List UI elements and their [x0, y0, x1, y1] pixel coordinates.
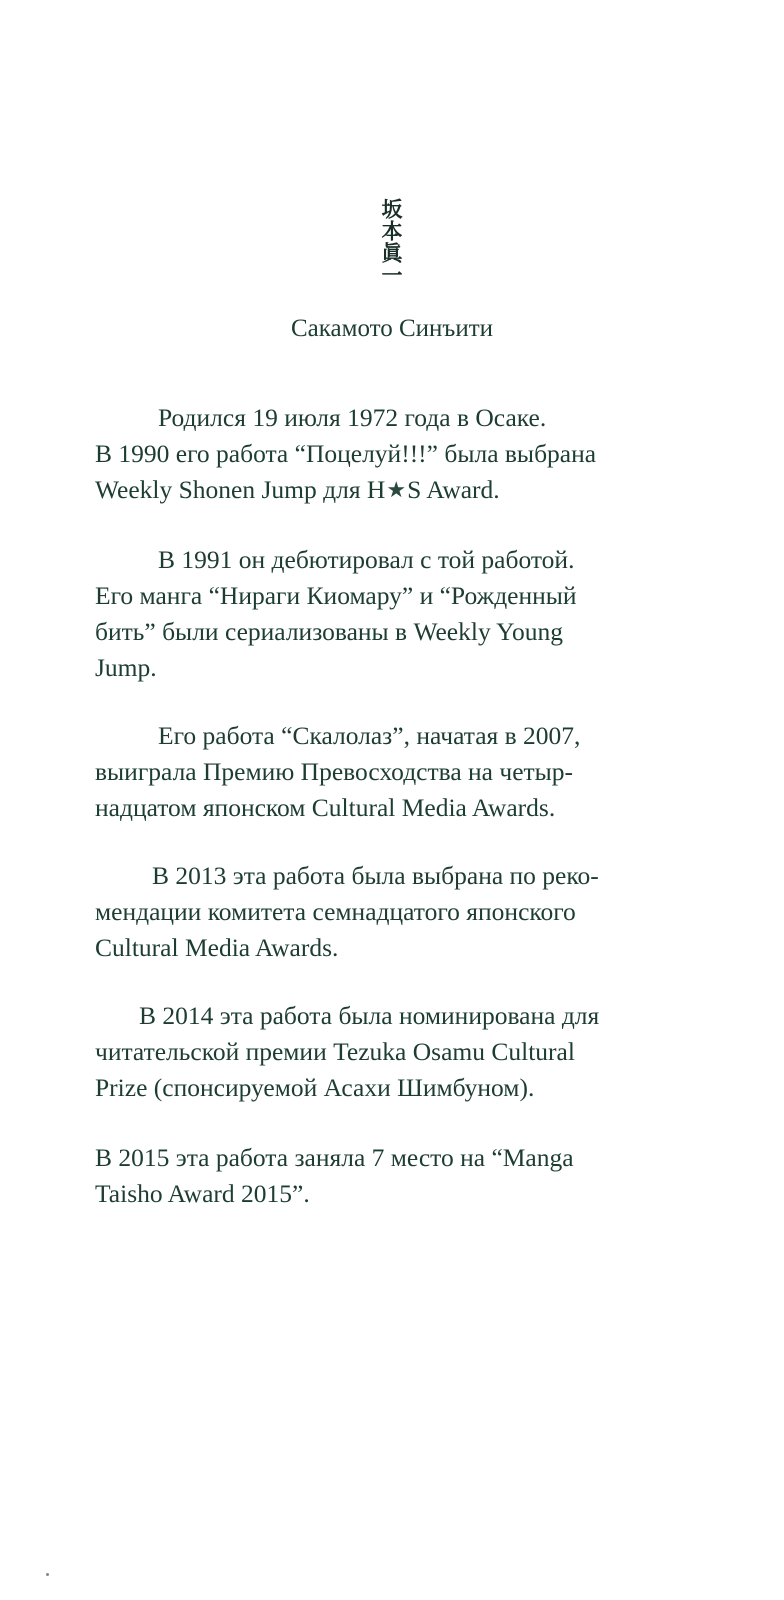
bio-line — [95, 472, 735, 508]
bio-line: бить” были сериализованы в Weekly Young — [95, 617, 564, 646]
bio-line: Taisho Award 2015”. — [95, 1179, 310, 1208]
bio-line: Cultural Media Awards. — [95, 933, 339, 962]
bio-line: В 2014 эта работа была номинирована для — [139, 1001, 600, 1030]
author-name-russian: Сакамото Синъити — [290, 315, 493, 342]
star-icon: ★ — [386, 477, 407, 502]
bio-line: В 2013 эта работа была выбрана по реко- — [152, 861, 599, 890]
bio-paragraph-climber — [95, 718, 735, 826]
bio-text: S Award. — [407, 475, 500, 504]
bio-line: В 2015 эта работа заняла 7 место на “Manga — [95, 1143, 574, 1172]
bio-line: Родился 19 июля 1972 года в Осаке. — [158, 403, 547, 432]
author-name-japanese: 坂本眞一 — [379, 198, 403, 286]
bio-paragraph-2013 — [95, 858, 735, 966]
bio-paragraph-birth — [95, 400, 735, 508]
bio-line: В 1990 его работа “Поцелуй!!!” была выбрана — [95, 439, 597, 468]
bio-line: Prize (спонсируемой Асахи Шимбуном). — [95, 1073, 535, 1102]
bio-line: надцатом японском Cultural Media Awards. — [95, 793, 556, 822]
bio-paragraph-2014 — [95, 998, 735, 1106]
bio-line: выиграла Премию Превосходства на четыр- — [95, 757, 574, 786]
bio-text: Weekly Shonen Jump для H — [95, 475, 386, 504]
bio-line: мендации комитета семнадцатого японского — [95, 897, 576, 926]
bio-line: Его манга “Нираги Киомару” и “Рожденный — [95, 581, 577, 610]
bio-line: Его работа “Скалолаз”, начатая в 2007, — [158, 721, 581, 750]
bio-paragraph-debut — [95, 542, 735, 686]
scan-speck — [46, 1573, 49, 1576]
bio-line: В 1991 он дебютировал с той работой. — [158, 545, 575, 574]
bio-line: читательской премии Tezuka Osamu Cultural — [95, 1037, 575, 1066]
bio-line: Jump. — [95, 653, 157, 682]
bio-paragraph-2015 — [95, 1140, 735, 1212]
